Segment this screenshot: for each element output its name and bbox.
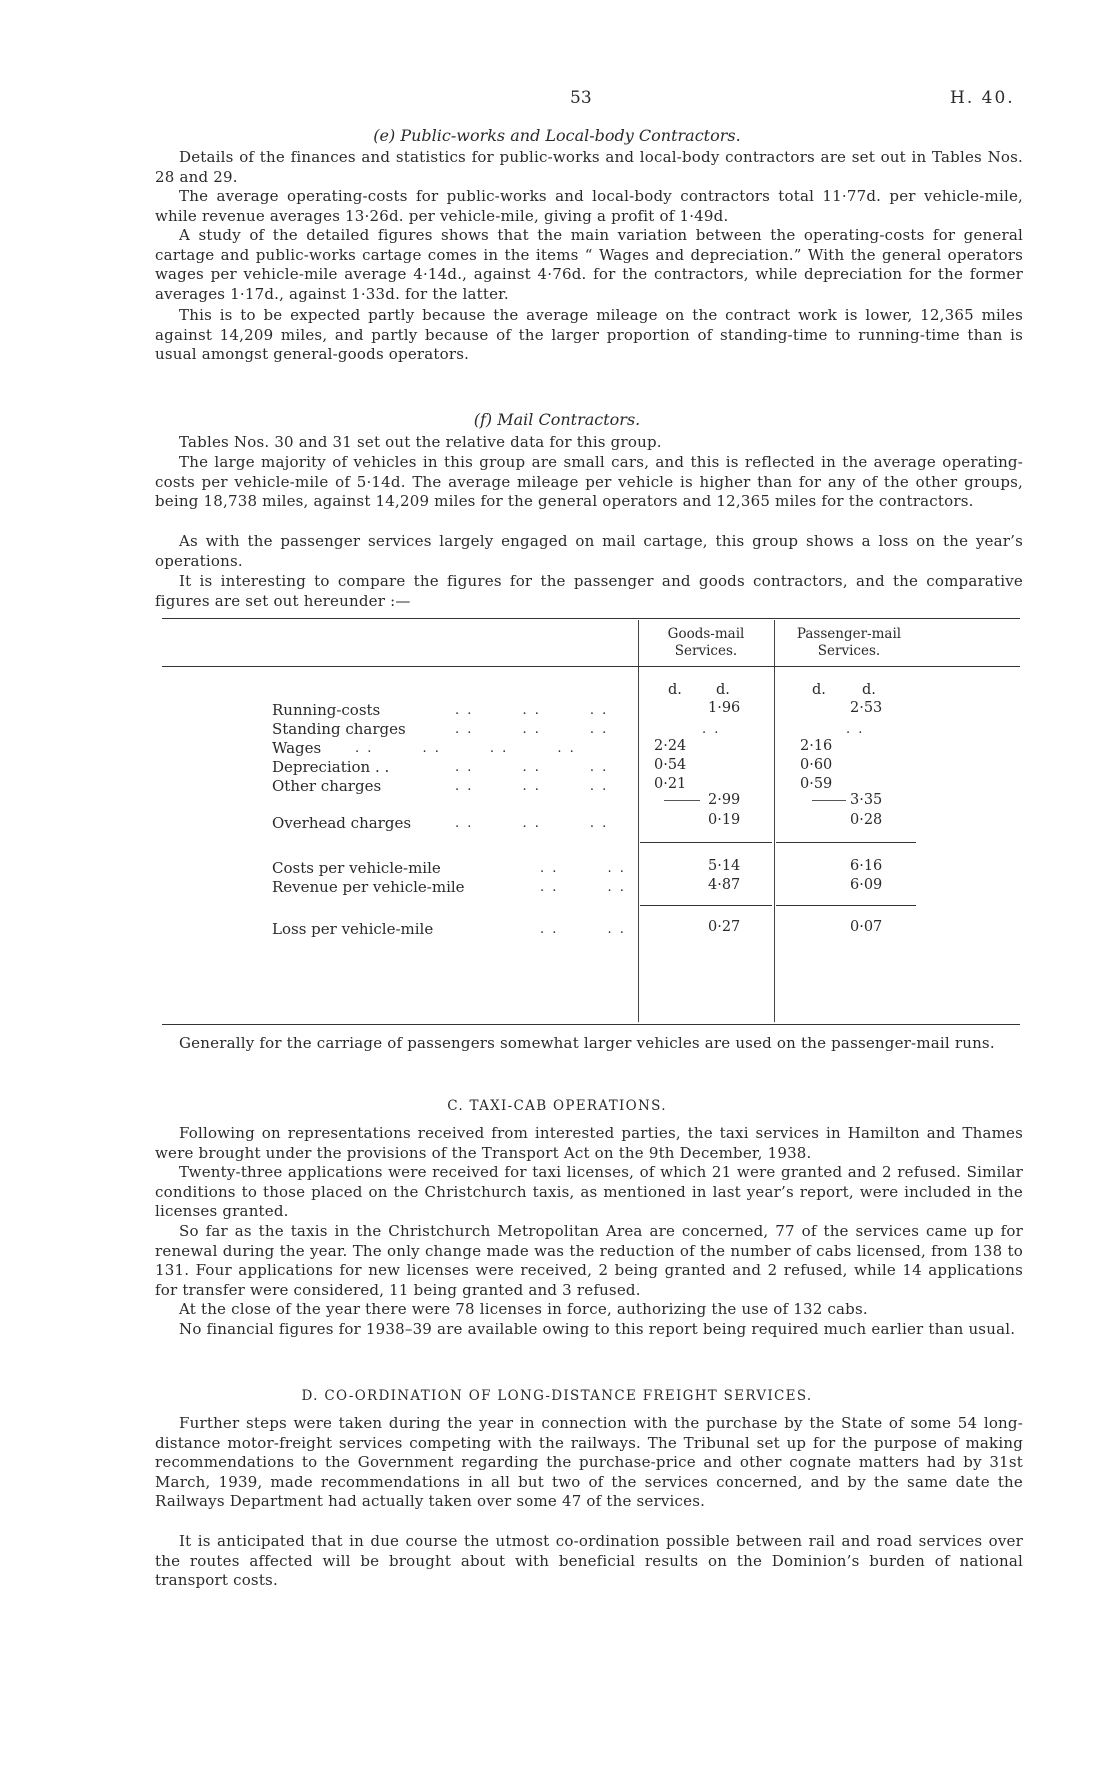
row-label: Running-costs: [272, 701, 381, 719]
goods-total-value: 4·87: [708, 877, 741, 893]
pass-total-value: 6·16: [850, 858, 883, 874]
section-f-paragraph-2: The large majority of vehicles in this group are small cars, and this is reflected in the average operating-costs per vehicle-mile of 5·14d. The average mileage per vehicle is higher than for any of the other groups, being 18,738 miles, against 14,209 miles for the general operators and 12,365 miles for the contractors.: [155, 453, 1023, 511]
leader-dots: . . . . . .: [455, 760, 609, 775]
row-label: Wages: [272, 739, 322, 757]
section-e-paragraph-1: Details of the finances and statistics for public-works and local-body contractors are set out in Tables Nos. 28 and 29.: [155, 148, 1023, 186]
leader-dots: . . . . . .: [455, 722, 609, 737]
section-e-paragraph-3: A study of the detailed figures shows that the main variation between the operating-costs for general cartage and public-works cartage comes in the items “ Wages and depreciation.” With the general operators wages per vehicle-mile average 4·14d., against 4·76d. for the contractors, while depreciation for the former averages 1·17d., against 1·33d. for the latter.: [155, 226, 1023, 303]
table-divider-2: [774, 620, 775, 1022]
leader-dots: . . . . . .: [455, 779, 609, 794]
goods-item-value: 0·54: [654, 757, 687, 773]
section-c-title: C. TAXI-CAB OPERATIONS.: [447, 1098, 667, 1114]
goods-total-value: 0·27: [708, 919, 741, 935]
unit-pass-total: d.: [862, 682, 876, 698]
table-top-rule: [162, 618, 1020, 619]
pass-item-value: 2·16: [800, 738, 833, 754]
row-label: Depreciation . .: [272, 758, 390, 776]
leader-dots: . .: [702, 722, 721, 737]
subtotal-dash: [664, 800, 700, 801]
unit-pass-item: d.: [812, 682, 826, 698]
goods-total-value: 0·19: [708, 812, 741, 828]
section-d-paragraph-1: Further steps were taken during the year in connection with the purchase by the State of some 54 long-distance motor-freight services competing with the railways. The Tribunal set up for the purpose of making recommendations to the Government regarding the purchase-price and other cognate matters had by 31st March, 1939, made recommendations in all but two of the services concerned, and by the same date the Railways Department had actually taken over some 47 of the services.: [155, 1414, 1023, 1511]
document-reference: H. 40.: [950, 88, 1015, 108]
net-rule-goods: [640, 905, 772, 906]
section-f-paragraph-3: As with the passenger services largely engaged on mail cartage, this group shows a loss on the year’s operations.: [155, 532, 1023, 570]
total-rule-goods: [640, 842, 772, 843]
pass-total-value: 6·09: [850, 877, 883, 893]
section-e-paragraph-4: This is to be expected partly because the average mileage on the contract work is lower, 12,365 miles against 14,209 miles, and partly because of the larger proportion of standing-time to running-time than is usual amongst general-goods operators.: [155, 306, 1023, 364]
goods-total-value: 1·96: [708, 700, 741, 716]
unit-goods-total: d.: [716, 682, 730, 698]
table-divider-1: [638, 620, 639, 1022]
leader-dots: . . . .: [540, 861, 626, 876]
section-c-paragraph-2: Twenty-three applications were received for taxi licenses, of which 21 were granted and 2 refused. Similar conditions to those placed on the Christchurch taxis, as mentioned in last year’s report, were included in the licenses granted.: [155, 1163, 1023, 1221]
section-e-paragraph-2: The average operating-costs for public-works and local-body contractors total 11·77d. per vehicle-mile, while revenue averages 13·26d. per vehicle-mile, giving a profit of 1·49d.: [155, 187, 1023, 225]
col-goods-mail: Goods-mail Services.: [667, 626, 745, 659]
pass-item-value: 0·59: [800, 776, 833, 792]
page-header: [0, 88, 1114, 110]
net-rule-pass: [776, 905, 916, 906]
leader-dots: . . . .: [540, 880, 626, 895]
unit-goods-item: d.: [668, 682, 682, 698]
total-rule-pass: [776, 842, 916, 843]
row-label: Loss per vehicle-mile: [272, 920, 434, 938]
section-d-paragraph-2: It is anticipated that in due course the utmost co-ordination possible between rail and road services over the routes affected will be brought about with beneficial results on the Dominion’s burden of national transport costs.: [155, 1532, 1023, 1590]
subtotal-dash: [812, 800, 846, 801]
section-c-paragraph-1: Following on representations received from interested parties, the taxi services in Hamilton and Thames were brought under the provisions of the Transport Act on the 9th December, 1938.: [155, 1124, 1023, 1162]
pass-total-value: 3·35: [850, 792, 883, 808]
page-number: 53: [570, 88, 592, 108]
section-f-paragraph-4: It is interesting to compare the figures for the passenger and goods contractors, and the comparative figures are set out hereunder :—: [155, 572, 1023, 610]
row-label: Standing charges: [272, 720, 406, 738]
row-label: Other charges: [272, 777, 382, 795]
section-c-paragraph-5: No financial figures for 1938–39 are available owing to this report being required much earlier than usual.: [179, 1320, 1016, 1338]
row-label: Costs per vehicle-mile: [272, 859, 441, 877]
row-label: Revenue per vehicle-mile: [272, 878, 465, 896]
leader-dots: . . . . . .: [455, 703, 609, 718]
row-label: Overhead charges: [272, 814, 412, 832]
after-table-paragraph: Generally for the carriage of passengers somewhat larger vehicles are used on the passenger-mail runs.: [179, 1034, 995, 1052]
leader-dots: . .: [846, 722, 865, 737]
goods-total-value: 2·99: [708, 792, 741, 808]
section-c-paragraph-4: At the close of the year there were 78 licenses in force, authorizing the use of 132 cabs.: [179, 1300, 868, 1318]
goods-item-value: 2·24: [654, 738, 687, 754]
section-e-title: (e) Public-works and Local-body Contractors.: [373, 126, 741, 145]
leader-dots: . . . . . . . .: [355, 741, 576, 756]
goods-total-value: 5·14: [708, 858, 741, 874]
leader-dots: . . . . . .: [455, 816, 609, 831]
section-d-title: D. CO-ORDINATION OF LONG-DISTANCE FREIGHT SERVICES.: [301, 1388, 813, 1404]
section-c-paragraph-3: So far as the taxis in the Christchurch Metropolitan Area are concerned, 77 of the services came up for renewal during the year. The only change made was the reduction of the number of cabs licensed, from 138 to 131. Four applications for new licenses were received, 2 being granted and 2 refused, while 14 applications for transfer were considered, 11 being granted and 3 refused.: [155, 1222, 1023, 1299]
pass-total-value: 2·53: [850, 700, 883, 716]
leader-dots: . . . .: [540, 922, 626, 937]
table-bottom-rule: [162, 1024, 1020, 1025]
pass-total-value: 0·07: [850, 919, 883, 935]
section-f-paragraph-1: Tables Nos. 30 and 31 set out the relative data for this group.: [179, 433, 662, 451]
table-header-rule: [162, 666, 1020, 667]
pass-item-value: 0·60: [800, 757, 833, 773]
col-passenger-mail: Passenger-mail Services.: [796, 626, 902, 659]
goods-item-value: 0·21: [654, 776, 687, 792]
pass-total-value: 0·28: [850, 812, 883, 828]
section-f-title: (f) Mail Contractors.: [473, 410, 641, 429]
